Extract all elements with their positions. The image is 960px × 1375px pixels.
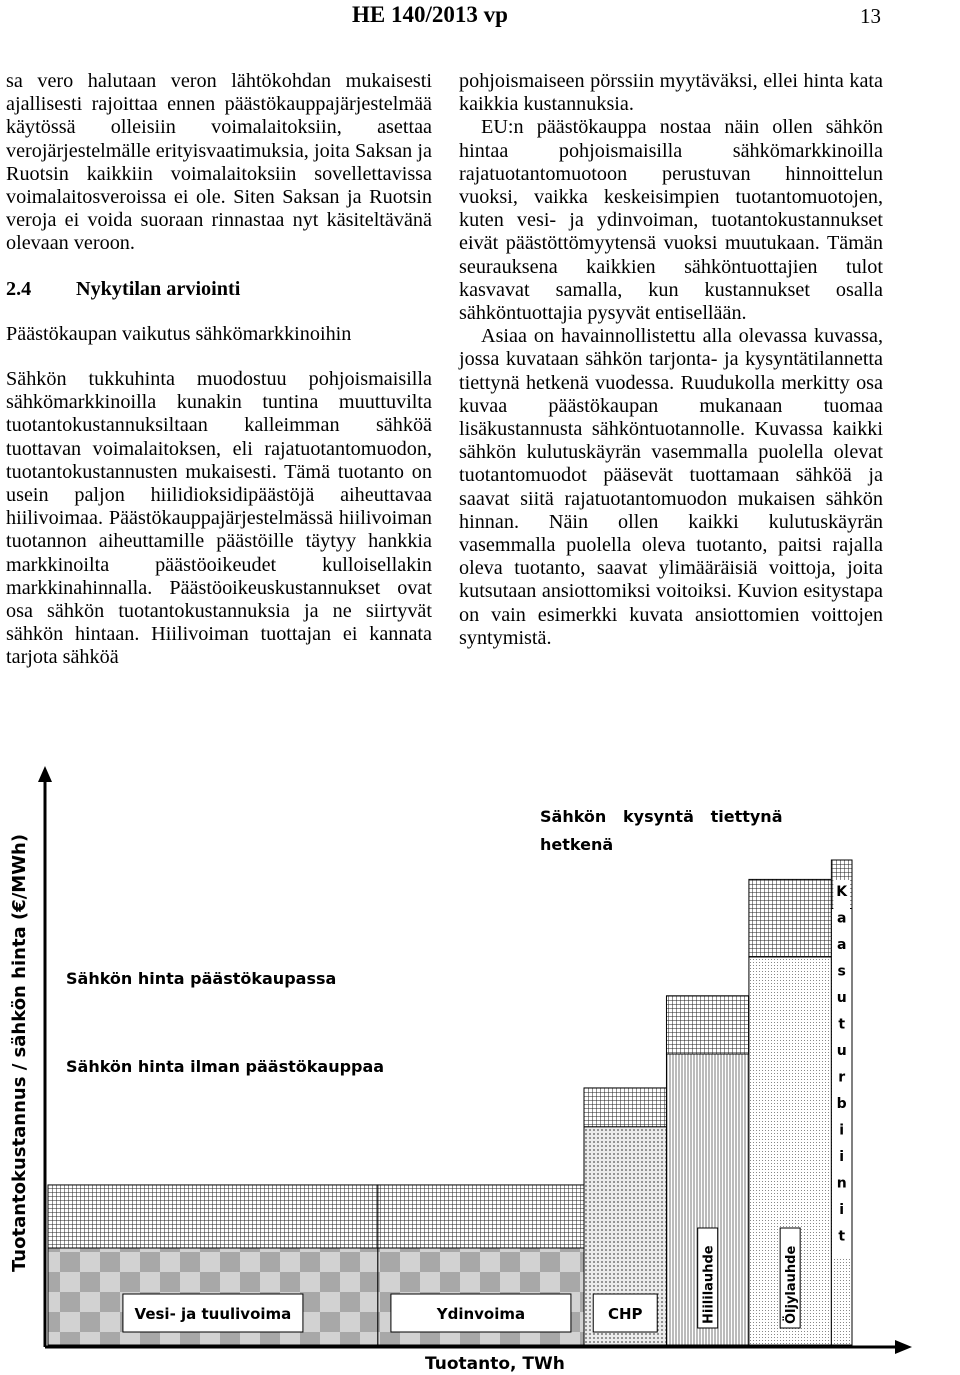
bar-emission-1 bbox=[378, 1185, 584, 1248]
category-label-5-letter: s bbox=[837, 963, 846, 980]
price-with-trading-label: Sähkön hinta päästökaupassa bbox=[66, 969, 337, 988]
subheading: Päästökaupan vaikutus sähkömarkkinoihin bbox=[6, 322, 352, 345]
category-label-4: Öljylauhde bbox=[784, 1245, 800, 1324]
x-axis-label: Tuotanto, TWh bbox=[425, 1354, 565, 1374]
supply-demand-chart bbox=[0, 752, 960, 1375]
bar-emission-2 bbox=[584, 1088, 666, 1127]
section-title: Nykytilan arviointi bbox=[76, 277, 241, 300]
category-label-5-letter: u bbox=[836, 1043, 847, 1059]
bar-emission-0 bbox=[48, 1185, 378, 1248]
category-label-5-letter: a bbox=[836, 910, 847, 927]
category-label-5-letter: i bbox=[839, 1122, 845, 1139]
category-label-5-letter: i bbox=[839, 1202, 845, 1218]
category-label-5-letter: K bbox=[836, 884, 848, 900]
demand-label-2: hetkenä bbox=[540, 835, 614, 854]
category-label-5-letter: t bbox=[838, 1228, 846, 1245]
bar-emission-3 bbox=[666, 996, 748, 1054]
body-paragraph: Asiaa on havainnollistettu alla olevassa kuvassa, jossa kuvataan sähkön tarjonta- ja kysyntätilannetta tiettynä hetkenä vuodessa. Ruudukolla merkitty osa kuvaa päästökaupan mukanaan tuomaa lisäkustannusta sähköntuotannolle. Kuvassa kaikki sähkön kulutuskäyrän vasemmalla puolella olevat tuotantomuodot pääsevät tuottamaan sähköä ja saavat siitä rajatuotantomuodon mukaisen sähkön hinnan. Näin ollen kaikki kulutuskäyrän vasemmalla puolella oleva tuotanto, paitsi rajalla oleva tuotanto, saavat ylimääräisiä voittoja, joita kutsutaan ansiottomiksi voitoiksi. Kuvion esitystapa on vain esimerkki kuvata ansiottomien voittojen syntymistä. bbox=[459, 325, 883, 649]
category-label-5-letter: a bbox=[836, 937, 847, 953]
body-paragraph: EU:n päästökauppa nostaa näin ollen sähkön hintaa pohjoismaisilla sähkömarkkinoilla rajatuotantomuotoon perustuvan hinnoittelun vuoksi, vaikka keskeisimpien tuotantomuotojen, kuten vesi- ja ydinvoiman, tuotantokustannukset eivät päästöttömyytensä vuoksi muutukaan. Tämän seurauksena kaikkien sähköntuottajien tulot kasvavat samalla, kun kustannukset osalla sähköntuottajia pysyvät entisellään. bbox=[459, 116, 883, 325]
category-label-5-letter: t bbox=[838, 1016, 846, 1033]
continuation-paragraph: pohjoismaiseen pörssiin myytäväksi, ellei hinta kata kaikkia kustannuksia. bbox=[459, 70, 883, 116]
body-paragraph: Sähkön tukkuhinta muodostuu pohjoismaisilla sähkömarkkinoilla kunakin tuntina muuttuvilta tuotantokustannuksiltaan kalleimman sähköä tuottavan voimalaitoksen, eli rajatuotantomuodon, tuotantokustannusten mukaisesti. Tämä tuotanto on usein paljon hiilidioksidipäästöjä aiheuttavaa hiilivoimaa. Päästökauppajärjestelmässä hiilivoiman tuotannon aiheuttamille päästöille täytyy hankkia markkinoilta päästöoikeudet kulloisellakin markkinahinnalla. Päästöoikeuskustannukset ovat osa sähkön tuotantokustannuksia ja ne siirtyvät sähkön hintaan. Hiilivoiman tuottajan ei kannata tarjota sähköä bbox=[6, 368, 432, 669]
x-axis-arrow bbox=[895, 1340, 912, 1354]
page-number: 13 bbox=[860, 4, 881, 28]
category-label-5-letter: b bbox=[836, 1096, 847, 1112]
bar-emission-4 bbox=[749, 879, 831, 957]
y-axis-label: Tuotantokustannus / sähkön hinta (€/MWh) bbox=[9, 833, 30, 1272]
category-label-5-letter: n bbox=[836, 1175, 847, 1192]
section-number: 2.4 bbox=[6, 277, 32, 300]
bars-group bbox=[48, 860, 852, 1345]
demand-label: Sähkön kysyntä tiettynä bbox=[540, 807, 783, 826]
category-label-5-letter: u bbox=[836, 990, 847, 1006]
y-axis-arrow bbox=[38, 766, 52, 782]
category-label-5-letter: r bbox=[838, 1069, 846, 1086]
price-without-trading-label: Sähkön hinta ilman päästökauppaa bbox=[66, 1057, 385, 1076]
left-column bbox=[6, 70, 432, 670]
category-label-5-letter: i bbox=[839, 1149, 845, 1165]
intro-paragraph: sa vero halutaan veron lähtökohdan mukaisesti ajallisesti rajoittaa ennen päästökauppajärjestelmää käytössä olleisiin voimalaitoksiin, asettaa verojärjestelmälle erityisvaatimuksia, joita Saksan ja Ruotsin kaikkiin voimalaitoksiin sovellettavissa voimalaitosveroissa ei ole. Siten Saksan ja Ruotsin veroja ei voida suoraan rinnastaa nyt käsiteltävänä olevaan veroon. bbox=[6, 70, 432, 255]
document-id: HE 140/2013 vp bbox=[352, 2, 508, 27]
category-label-2: CHP bbox=[607, 1305, 643, 1323]
section-heading bbox=[6, 278, 432, 301]
category-label-1: Ydinvoima bbox=[436, 1305, 526, 1323]
category-label-0: Vesi- ja tuulivoima bbox=[134, 1305, 292, 1323]
category-label-3: Hiililauhde bbox=[701, 1245, 717, 1324]
right-column bbox=[459, 70, 883, 650]
